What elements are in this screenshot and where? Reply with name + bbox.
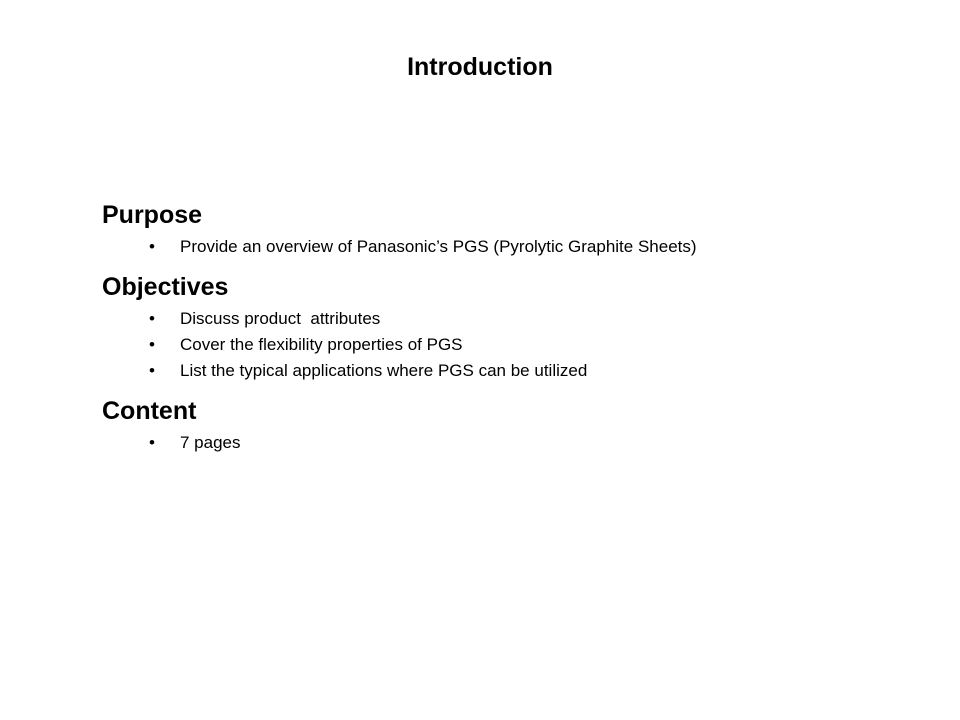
section-heading-purpose: Purpose xyxy=(102,201,203,229)
bullet-icon: • xyxy=(149,361,155,380)
bullet-list-content xyxy=(102,431,922,454)
slide-content xyxy=(102,200,922,457)
bullet-list-objectives xyxy=(102,307,922,382)
bullet-text: Discuss product attributes xyxy=(180,309,381,328)
bullet-text: 7 pages xyxy=(180,433,241,452)
bullet-text: Provide an overview of Panasonic’s PGS (Pyrolytic Graphite Sheets) xyxy=(180,237,697,256)
bullet-icon: • xyxy=(149,309,155,328)
bullet-item xyxy=(102,359,922,382)
bullet-icon: • xyxy=(149,335,155,354)
section-purpose xyxy=(102,200,922,258)
bullet-text: List the typical applications where PGS can be utilized xyxy=(180,361,588,380)
section-content xyxy=(102,396,922,454)
bullet-icon: • xyxy=(149,237,155,256)
bullet-text: Cover the flexibility properties of PGS xyxy=(180,335,463,354)
slide-title: Introduction xyxy=(407,53,553,81)
bullet-icon: • xyxy=(149,433,155,452)
section-objectives xyxy=(102,272,922,382)
section-heading-content: Content xyxy=(102,397,197,425)
bullet-item xyxy=(102,307,922,330)
section-heading-objectives: Objectives xyxy=(102,273,229,301)
bullet-item xyxy=(102,333,922,356)
bullet-item xyxy=(102,431,922,454)
bullet-list-purpose xyxy=(102,235,922,258)
bullet-item xyxy=(102,235,922,258)
